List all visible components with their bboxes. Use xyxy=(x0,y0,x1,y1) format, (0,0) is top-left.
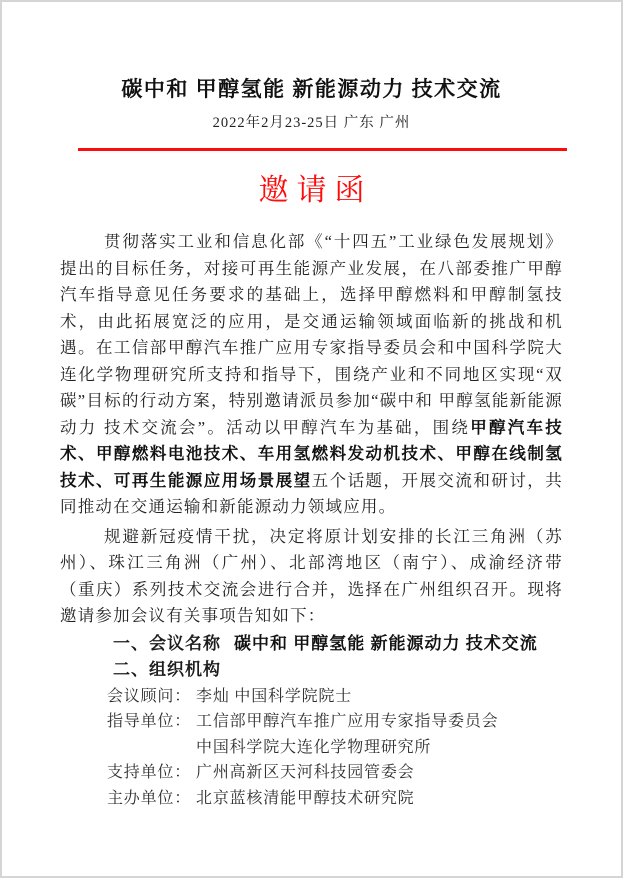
red-divider-line xyxy=(78,148,567,151)
org-role-value: 北京蓝核清能甲醇技术研究院 xyxy=(196,789,415,807)
org-row-support xyxy=(60,760,563,786)
org-role-label: 主办单位： xyxy=(107,789,192,807)
org-role-label: 会议顾问： xyxy=(107,687,192,705)
letter-heading: 邀请函 xyxy=(258,174,373,207)
org-role-value-line: 工信部甲醇汽车推广应用专家指导委员会 xyxy=(196,713,499,730)
section-meeting-name xyxy=(60,631,563,657)
document-title: 碳中和 甲醇氢能 新能源动力 技术交流 xyxy=(121,77,502,101)
organization-list xyxy=(60,684,563,812)
org-role-value: 李灿 中国科学院院士 xyxy=(196,687,353,705)
org-role-values xyxy=(196,709,498,760)
org-role-label: 支持单位： xyxy=(107,764,192,781)
section-meeting-name-label: 一、会议名称 xyxy=(113,633,221,653)
intro-text-run-end: 五个话题，开展交流和研讨，共同推动在交通运输和新能源动力领域应用。 xyxy=(60,470,563,516)
org-role-value-line: 中国科学院大连化学物理研究所 xyxy=(196,738,432,756)
section-organization-label: 二、组织机构 xyxy=(113,660,221,679)
org-role-label: 指导单位： xyxy=(107,713,192,730)
section-organization xyxy=(60,657,563,683)
paragraph-intro xyxy=(60,229,563,521)
org-role-value: 广州高新区天河科技园管委会 xyxy=(196,764,415,781)
paragraph-merge-notice: 规避新冠疫情干扰，决定将原计划安排的长江三角洲（苏州）、珠江三角洲（广州）、北部湾地区（南宁）、成渝经济带（重庆）系列技术交流会进行合并，选择在广州组织召开。现将邀请参加会议有关事项告知如下： xyxy=(60,526,563,625)
intro-bold-topics: 甲醇汽车技术、甲醇燃料电池技术、车用氢燃料发动机技术、甲醇在线制氢技术、可再生能源应用场景展望 xyxy=(60,417,563,490)
org-row-guidance xyxy=(60,709,563,760)
org-row-advisor xyxy=(60,684,563,710)
intro-text-run: 贯彻落实工业和信息化部《“十四五”工业绿色发展规划》提出的目标任务，对接可再生能源产业发展，在八部委推广甲醇汽车指导意见任务要求的基础上，选择甲醇燃料和甲醇制氢技术，由此拓展宽泛的应用，是交通运输领域面临新的挑战和机遇。在工信部甲醇汽车推广应用专家指导委员会和中国科学院大连化学物理研究所支持和指导下，围绕产业和不同地区实现“双碳”目标的行动方案，特别邀请派员参加“碳中和 甲醇氢能新能源动力 技术交流会”。活动以甲醇汽车为基础，围绕 xyxy=(60,232,563,437)
org-row-host xyxy=(60,786,563,812)
section-meeting-name-value: 碳中和 甲醇氢能 新能源动力 技术交流 xyxy=(234,633,538,653)
date-location: 2022年2月23-25日 广东 广州 xyxy=(212,115,411,131)
